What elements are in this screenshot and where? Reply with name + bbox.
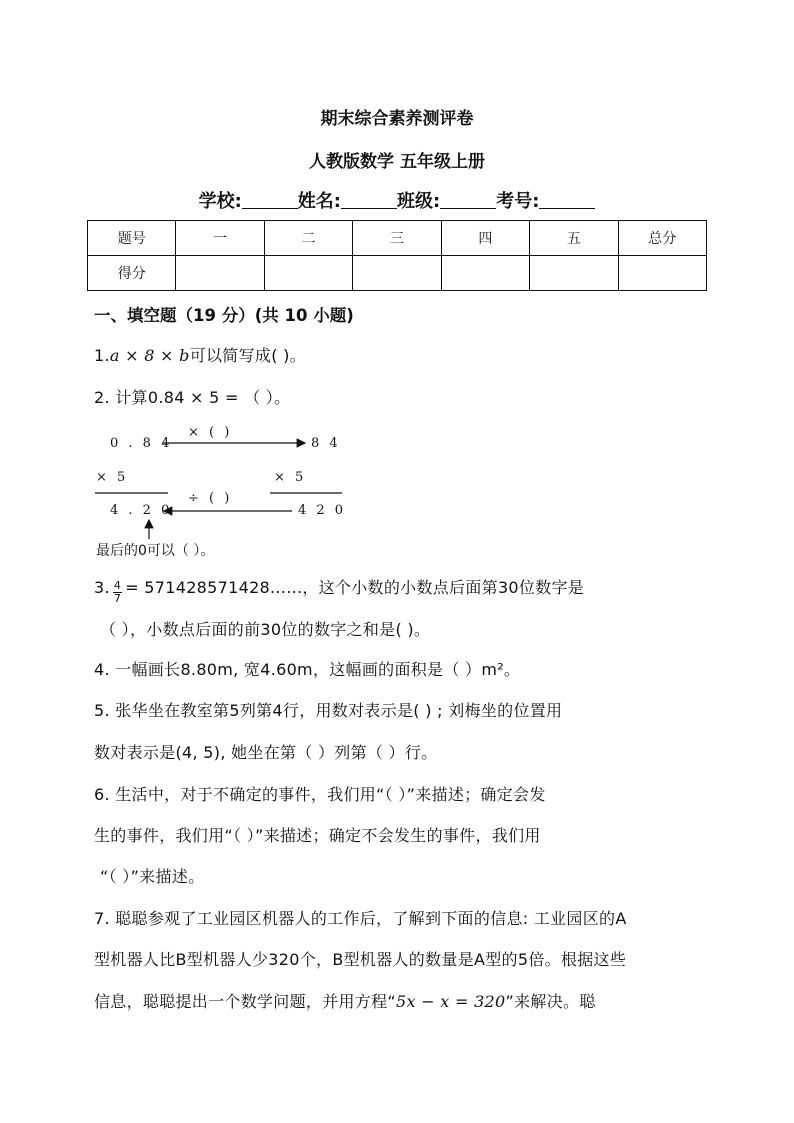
question-5-line-2: 数对表示是(4, 5), 她坐在第（ ）列第（ ）行。 — [94, 743, 438, 762]
score-cell: 总分 — [618, 221, 706, 256]
score-cell: 三 — [353, 221, 441, 256]
diagram-mul-right: × 5 — [274, 470, 307, 485]
diagram-top-right: 8 4 — [311, 436, 341, 451]
q7-text-a: 信息，聪聪提出一个数学问题，并用方程“ — [94, 992, 396, 1011]
diagram-mul-left: × 5 — [96, 470, 129, 485]
q3-fraction-denominator: 7 — [113, 592, 122, 605]
score-cell: 二 — [264, 221, 352, 256]
q3-fraction-numerator: 4 — [113, 579, 122, 592]
score-cell: 四 — [441, 221, 529, 256]
q3-text: = 571428571428......，这个小数的小数点后面第30位数字是 — [125, 578, 585, 597]
q7-equation: 5x − x = 320 — [396, 992, 506, 1011]
question-2: 2. 计算0.84 × 5 = （ ）。 — [94, 388, 291, 407]
diagram-bottom-left: 4 . 2 0 — [110, 503, 173, 518]
class-label: 班级: — [397, 191, 441, 212]
question-6-line-1: 6. 生活中，对于不确定的事件，我们用“（ ）”来描述；确定会发 — [94, 785, 546, 804]
question-5-line-1: 5. 张华坐在教室第5列第4行，用数对表示是( ) ; 刘梅坐的位置用 — [94, 701, 563, 720]
question-7-line-2: 型机器人比B型机器人少320个，B型机器人的数量是A型的5倍。根据这些 — [94, 950, 627, 969]
question-3-line-2: （ ），小数点后面的前30位的数字之和是( )。 — [100, 620, 431, 639]
q1-text: 可以简写成( )。 — [189, 346, 306, 365]
q1-number: 1. — [94, 346, 110, 365]
score-row-label: 得分 — [88, 256, 176, 291]
question-7-line-1: 7. 聪聪参观了工业园区机器人的工作后，了解到下面的信息: 工业园区的A — [94, 909, 627, 928]
section-heading: 一、填空题（19 分）(共 10 小题) — [94, 306, 354, 325]
diagram-note: 最后的0可以（ ）。 — [96, 543, 215, 559]
q7-text-b: ”来解决。聪 — [505, 992, 596, 1011]
question-4: 4. 一幅画长8.80m, 宽4.60m，这幅画的面积是（ ）m²。 — [94, 660, 521, 679]
question-6-line-3: “（ ）”来描述。 — [100, 867, 205, 886]
q3-fraction — [113, 580, 122, 605]
diagram-top-left: 0 . 8 4 — [110, 436, 173, 451]
exam-subtitle: 人教版数学 五年级上册 — [309, 152, 485, 172]
name-label: 姓名: — [297, 191, 341, 212]
score-cell: 题号 — [88, 221, 176, 256]
score-cell: 五 — [530, 221, 618, 256]
score-cell: 一 — [176, 221, 264, 256]
school-label: 学校: — [198, 191, 242, 212]
diagram-top-operator: × ( ) — [188, 425, 233, 440]
question-7-line-3 — [94, 989, 596, 1012]
question-6-line-2: 生的事件，我们用“（ ）”来描述；确定不会发生的事件，我们用 — [94, 826, 541, 845]
q1-expression: a × 8 × b — [109, 346, 190, 365]
q3-number: 3. — [94, 578, 110, 597]
exam-no-label: 考号: — [496, 191, 540, 212]
diagram-bottom-right: 4 2 0 — [298, 503, 347, 518]
exam-title: 期末综合素养测评卷 — [320, 109, 474, 129]
diagram-lines — [0, 0, 794, 560]
diagram-bottom-operator: ÷ ( ) — [188, 491, 233, 506]
question-3-line-1 — [94, 575, 584, 605]
